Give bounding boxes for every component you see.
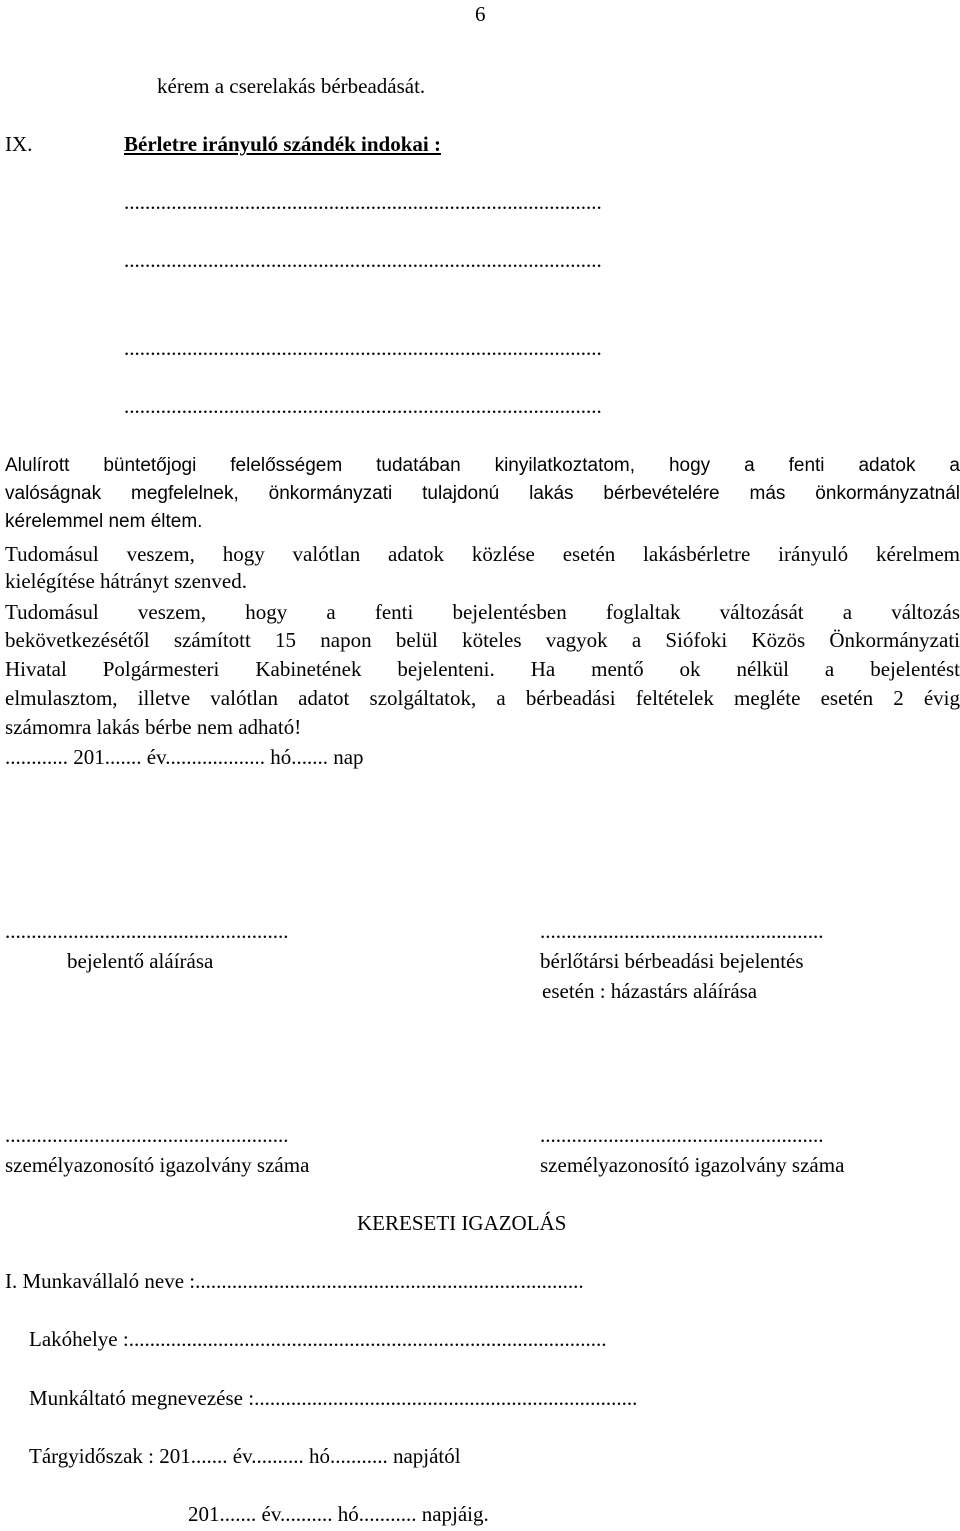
reason-dotted-line-3: ...........................................................................................	[124, 336, 602, 360]
spouse-signature-label-1: bérlőtársi bérbeadási bejelentés	[540, 949, 804, 973]
page-number: 6	[475, 2, 486, 26]
spouse-id-label: személyazonosító igazolvány száma	[540, 1153, 845, 1177]
period-from-field: Tárgyidőszak : 201....... év.......... hó........... napjától	[29, 1444, 461, 1468]
date-line: ............ 201....... év................... hó....... nap	[5, 745, 364, 769]
declaration-line: Alulírott büntetőjogi felelősségem tudatában kinyilatkoztatom, hogy a fenti adatok a	[5, 455, 960, 476]
applicant-id-label: személyazonosító igazolvány száma	[5, 1153, 310, 1177]
declaration-line: Tudomásul veszem, hogy a fenti bejelentésben foglaltak változását a változás	[5, 600, 960, 624]
declaration-line: Hivatal Polgármesteri Kabinetének bejelenteni. Ha mentő ok nélkül a bejelentést	[5, 657, 960, 681]
declaration-line: bekövetkezésétől számított 15 napon belül köteles vagyok a Siófoki Közös Önkormányzati	[5, 628, 960, 652]
employee-name-field: I. Munkavállaló neve :..........................................................................	[5, 1269, 584, 1293]
kereseti-heading: KERESETI IGAZOLÁS	[357, 1211, 567, 1235]
period-to-field: 201....... év.......... hó........... napjáig.	[188, 1502, 489, 1526]
declaration-line: számomra lakás bérbe nem adható!	[5, 715, 302, 739]
declaration-line: Tudomásul veszem, hogy valótlan adatok közlése esetén lakásbérletre irányuló kérelmem	[5, 542, 960, 566]
spouse-signature-line: ......................................................	[540, 919, 824, 943]
employer-field: Munkáltató megnevezése :.........................................................................	[29, 1386, 638, 1410]
applicant-signature-label: bejelentő aláírása	[67, 949, 214, 973]
section-number: IX.	[5, 132, 33, 156]
reason-dotted-line-2: ...........................................................................................	[124, 248, 602, 272]
declaration-line: elmulasztom, illetve valótlan adatot szolgáltatok, a bérbeadási feltételek megléte esetén 2 évig	[5, 686, 960, 710]
declaration-line: valóságnak megfelelnek, önkormányzati tulajdonú lakás bérbevételére más önkormányzatnál	[5, 483, 960, 504]
residence-field: Lakóhelye :...........................................................................................	[29, 1327, 607, 1351]
declaration-line: kielégítése hátrányt szenved.	[5, 569, 247, 593]
applicant-signature-line: ......................................................	[5, 919, 289, 943]
reason-dotted-line-1: ...........................................................................................	[124, 190, 602, 214]
applicant-id-line: ......................................................	[5, 1123, 289, 1147]
spouse-id-line: ......................................................	[540, 1123, 824, 1147]
declaration-line: kérelemmel nem éltem.	[5, 511, 203, 532]
spouse-signature-label-2: esetén : házastárs aláírása	[542, 979, 758, 1003]
section-title: Bérletre irányuló szándék indokai :	[124, 132, 441, 156]
reason-dotted-line-4: ...........................................................................................	[124, 394, 602, 418]
intro-line: kérem a cserelakás bérbeadását.	[157, 74, 426, 98]
